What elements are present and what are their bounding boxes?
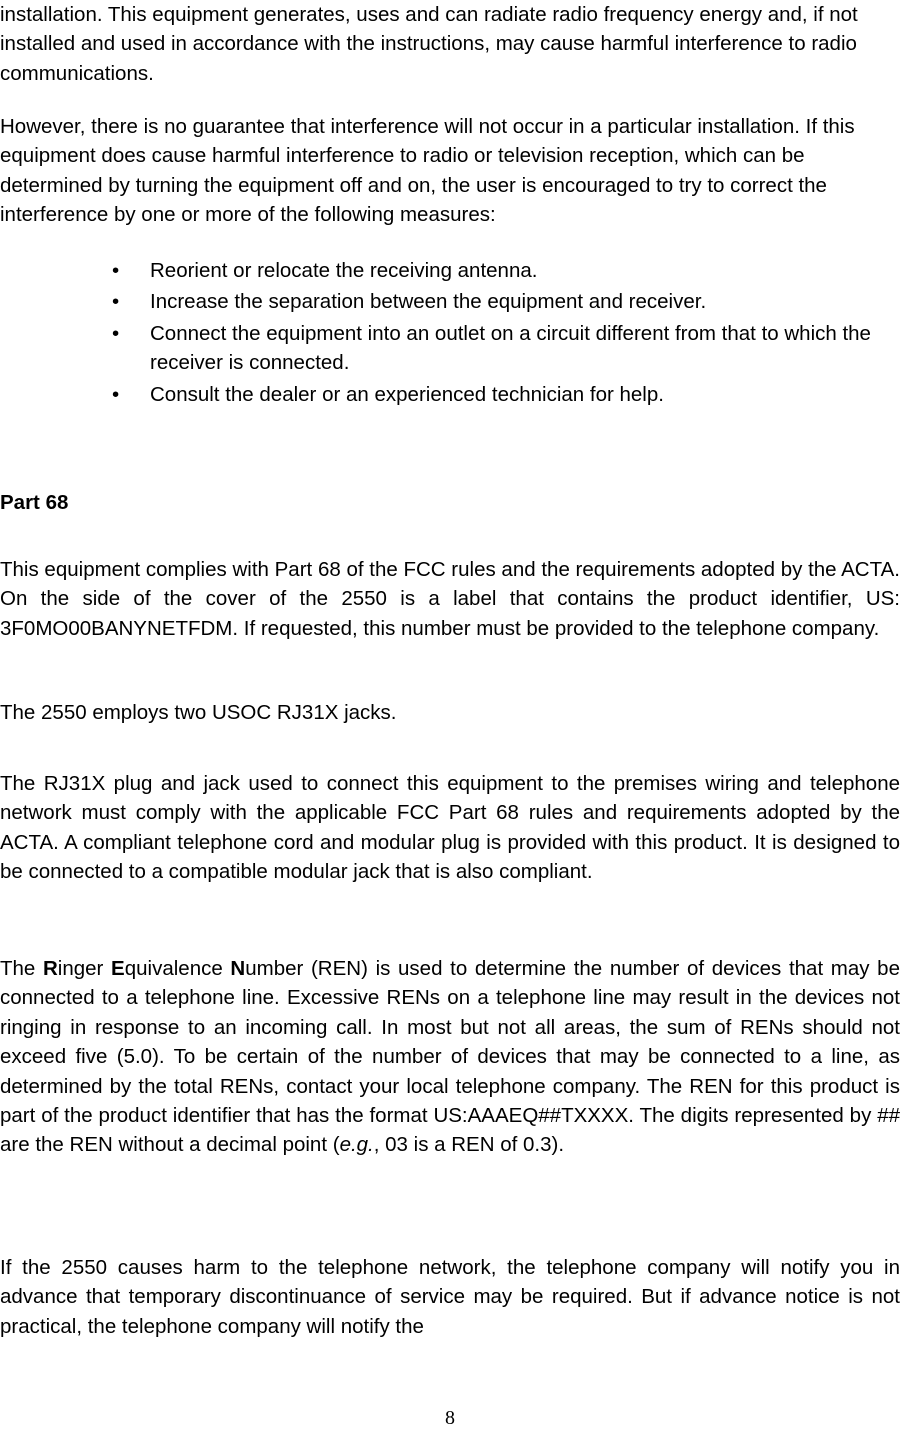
list-item-text: Reorient or relocate the receiving antenna.: [150, 259, 538, 282]
bullet-icon: •: [112, 259, 120, 282]
ren-bold-e: E: [111, 957, 125, 980]
list-item: [112, 287, 900, 316]
part68-paragraph-ren: [0, 954, 900, 1160]
ren-text-inger: inger: [57, 957, 112, 980]
measures-list: [112, 256, 900, 411]
part68-paragraph-jacks: The 2550 employs two USOC RJ31X jacks.: [0, 701, 397, 724]
bullet-icon: •: [112, 382, 120, 406]
part68-paragraph-compliance: This equipment complies with Part 68 of the FCC rules and the requirements adopted by the ACTA. On the side of the cover of the 2550 is a label that contains the product identifier, US: 3F0MO00BANYNETFDM. If requested, this number must be provided to the telephone company.: [0, 558, 900, 640]
page-number: 8: [445, 1407, 455, 1429]
ren-text-body: umber (REN) is used to determine the number of devices that may be connected to a telephone line. Excessive RENs on a telephone line may result in the devices not ringing in response to an incoming call. In most but not all areas, the sum of RENs should not exceed five (5.0). To be certain of the number of devices that may be connected to a line, as determined by the total RENs, contact your local telephone company. The REN for this product is part of the product identifier that has the format US:AAAEQ##TXXXX. The digits represented by ## are the REN without a decimal point (: [0, 957, 900, 1157]
ren-text-the: The: [0, 957, 43, 980]
list-item: [112, 380, 900, 409]
list-item-text: Consult the dealer or an experienced technician for help.: [150, 382, 664, 406]
intro-paragraph-2: However, there is no guarantee that interference will not occur in a particular installation. If this equipment does cause harmful interference to radio or television reception, which can be determined by turning the equipment off and on, the user is encouraged to try to correct the interference by one or more of the following measures:: [0, 115, 855, 227]
list-item: [112, 319, 900, 378]
ren-text-end: , 03 is a REN of 0.3).: [373, 1133, 565, 1157]
intro-paragraph-1: installation. This equipment generates, uses and can radiate radio frequency energy and, if not installed and used in accordance with the instructions, may cause harmful interference to radio communications.: [0, 3, 858, 85]
list-item-text: Connect the equipment into an outlet on a circuit different from that to which the receiver is connected.: [150, 321, 871, 375]
ren-bold-r: R: [42, 957, 58, 980]
part68-paragraph-plug-jack: The RJ31X plug and jack used to connect this equipment to the premises wiring and telephone network must comply with the applicable FCC Part 68 rules and requirements adopted by the ACTA. A compliant telephone cord and modular plug is provided with this product. It is designed to be connected to a compatible modular jack that is also compliant.: [0, 772, 900, 884]
bullet-icon: •: [112, 290, 120, 314]
list-item-text: Increase the separation between the equipment and receiver.: [150, 290, 707, 314]
ren-bold-n: N: [230, 957, 246, 980]
section-heading-part-68: Part 68: [0, 491, 69, 514]
list-item: [112, 256, 900, 285]
bullet-icon: •: [112, 321, 120, 345]
ren-text-quivalence: quivalence: [124, 957, 231, 980]
part68-paragraph-harm: If the 2550 causes harm to the telephone network, the telephone company will notify you in advance that temporary discontinuance of service may be required. But if advance notice is not practical, the telephone company will notify the: [0, 1256, 900, 1338]
ren-italic-eg: e.g.: [339, 1133, 374, 1157]
